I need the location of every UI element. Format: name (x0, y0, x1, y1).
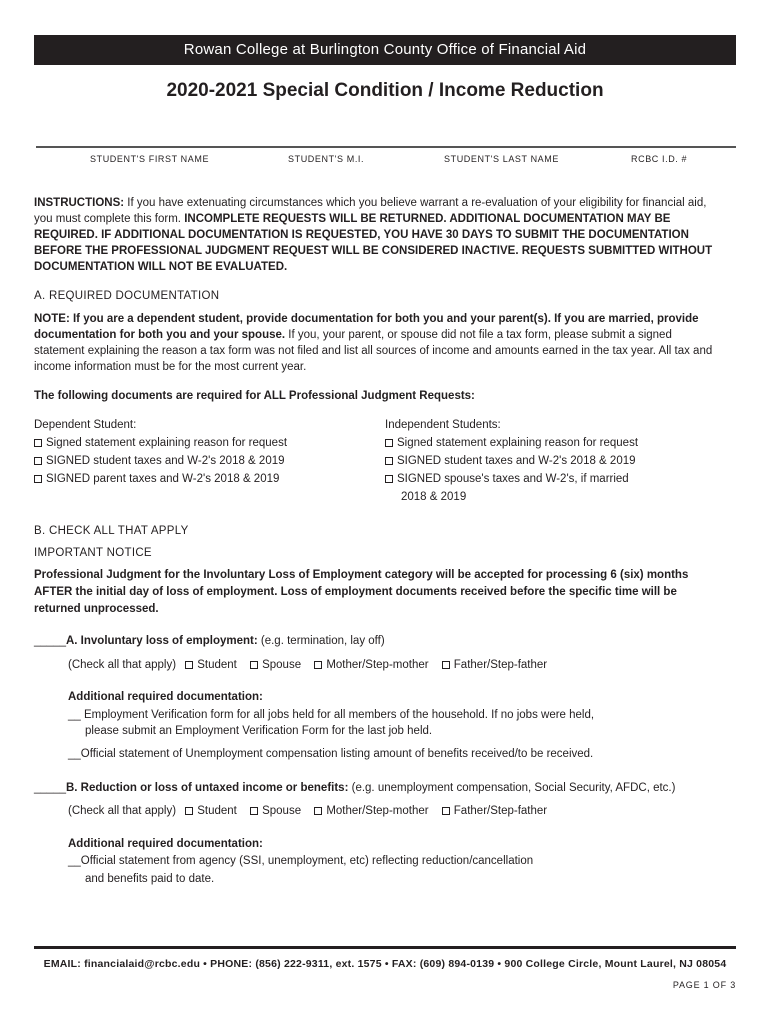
item-a-example: (e.g. termination, lay off) (260, 635, 385, 647)
instructions-label: INSTRUCTIONS: (34, 197, 125, 209)
note-bold: NOTE: If you are a dependent student, provide documentation for both you and your parent(s). If you are married, provide documentation for both you and your spouse. (34, 313, 699, 341)
checkbox-icon[interactable] (185, 807, 193, 815)
footer-rule (34, 946, 736, 949)
middle-initial-label: STUDENT'S M.I. (288, 154, 365, 164)
item-a-doc1-cont: please submit an Employment Verification Form for the last job held. (85, 725, 433, 737)
independent-item-continued: 2018 & 2019 (401, 491, 467, 503)
note-text: If you, your parent, or spouse did not file a tax form, please submit a signed statement explaining the reason a tax form was not filed and list all sources of income and amounts earned in the tax year. All tax and income information must be for the most current year. (34, 329, 713, 373)
checkbox-icon[interactable] (442, 807, 450, 815)
name-field-line[interactable] (36, 146, 736, 148)
item-b-doc-heading: Additional required documentation: (68, 838, 263, 850)
item-b-example: (e.g. unemployment compensation, Social Security, AFDC, etc.) (351, 782, 676, 794)
office-banner: Rowan College at Burlington County Office of Financial Aid (34, 35, 736, 65)
check-mother[interactable]: Mother/Step-mother (314, 805, 428, 817)
check-father[interactable]: Father/Step-father (442, 805, 547, 817)
item-b-doc1: __Official statement from agency (SSI, unemployment, etc) reflecting reduction/cancellation (68, 855, 534, 867)
contact-footer: EMAIL: financialaid@rcbc.edu • PHONE: (856) 222-9311, ext. 1575 • FAX: (609) 894-0139 • 900 College Circle, Mount Laurel, NJ 08054 (43, 958, 727, 970)
last-name-label: STUDENT'S LAST NAME (444, 154, 559, 164)
independent-item[interactable]: SIGNED student taxes and W-2's 2018 & 2019 (385, 453, 725, 469)
checkbox-icon[interactable] (385, 439, 393, 447)
check-father[interactable]: Father/Step-father (442, 659, 547, 671)
important-notice-heading: IMPORTANT NOTICE (34, 547, 152, 559)
instructions-paragraph (34, 195, 724, 275)
item-a-doc2: __Official statement of Unemployment compensation listing amount of benefits received/to be received. (68, 748, 594, 760)
first-name-label: STUDENT'S FIRST NAME (90, 154, 210, 164)
item-b-checks: (Check all that apply) Student Spouse Mother/Step-mother Father/Step-father (68, 805, 548, 817)
checkbox-icon[interactable] (34, 475, 42, 483)
page-number: PAGE 1 OF 3 (672, 980, 736, 990)
dependent-heading: Dependent Student: (34, 419, 137, 431)
check-mother[interactable]: Mother/Step-mother (314, 659, 428, 671)
rcbc-id-label: RCBC I.D. # (631, 154, 688, 164)
dependent-item[interactable]: SIGNED student taxes and W-2's 2018 & 2019 (34, 453, 354, 469)
item-b-doc1-cont: and benefits paid to date. (85, 873, 215, 885)
item-b-line (34, 780, 734, 796)
check-spouse[interactable]: Spouse (250, 805, 301, 817)
item-a-blank[interactable]: _____ (34, 635, 66, 647)
independent-item[interactable]: Signed statement explaining reason for request (385, 435, 725, 451)
dependent-column (34, 417, 354, 487)
item-a-checks: (Check all that apply) Student Spouse Mother/Step-mother Father/Step-father (68, 659, 548, 671)
independent-item[interactable]: SIGNED spouse's taxes and W-2's, if married (385, 471, 725, 487)
section-b-heading: B. CHECK ALL THAT APPLY (34, 525, 189, 537)
independent-heading: Independent Students: (385, 419, 501, 431)
checkbox-icon[interactable] (442, 661, 450, 669)
required-intro: The following documents are required for ALL Professional Judgment Requests: (34, 390, 475, 402)
item-b-blank[interactable]: _____ (34, 782, 66, 794)
form-title: 2020-2021 Special Condition / Income Reduction (166, 80, 604, 101)
dependent-item[interactable]: Signed statement explaining reason for request (34, 435, 354, 451)
checkbox-icon[interactable] (314, 661, 322, 669)
checkbox-icon[interactable] (385, 457, 393, 465)
instructions-warning: INCOMPLETE REQUESTS WILL BE RETURNED. ADDITIONAL DOCUMENTATION MAY BE REQUIRED. IF ADDITIONAL DOCUMENTATION IS REQUESTED, YOU HAVE 30 DAYS TO SUBMIT THE DOCUMENTATION BEFORE THE PROFESSIONAL JUDGMENT REQUEST WILL BE CONSIDERED INACTIVE. REQUESTS SUBMITTED WITHOUT DOCUMENTATION WILL NOT BE EVALUATED. (34, 213, 713, 273)
checkbox-icon[interactable] (34, 439, 42, 447)
item-a-doc-heading: Additional required documentation: (68, 691, 263, 703)
important-notice-text: Professional Judgment for the Involuntary Loss of Employment category will be accepted for processing 6 (six) months AFTER the initial day of loss of employment. Loss of employment documents received before the specific time will be returned unprocessed. (34, 569, 689, 615)
independent-column (385, 417, 725, 505)
check-student[interactable]: Student (185, 805, 237, 817)
checkbox-icon[interactable] (250, 807, 258, 815)
section-a-note (34, 311, 724, 375)
check-student[interactable]: Student (185, 659, 237, 671)
checkbox-icon[interactable] (34, 457, 42, 465)
item-a-line (34, 633, 734, 649)
check-spouse[interactable]: Spouse (250, 659, 301, 671)
checkbox-icon[interactable] (314, 807, 322, 815)
section-a-heading: A. REQUIRED DOCUMENTATION (34, 290, 220, 302)
item-b-label: B. Reduction or loss of untaxed income or benefits: (65, 782, 349, 794)
checkbox-icon[interactable] (250, 661, 258, 669)
item-a-doc1: __ Employment Verification form for all jobs held for all members of the household. If no jobs were held, (68, 709, 595, 721)
checkbox-icon[interactable] (185, 661, 193, 669)
item-a-label: A. Involuntary loss of employment: (65, 635, 258, 647)
instructions-text: If you have extenuating circumstances which you believe warrant a re-evaluation of your eligibility for financial aid, you must complete this form. (34, 197, 707, 225)
dependent-item[interactable]: SIGNED parent taxes and W-2's 2018 & 2019 (34, 471, 354, 487)
checkbox-icon[interactable] (385, 475, 393, 483)
